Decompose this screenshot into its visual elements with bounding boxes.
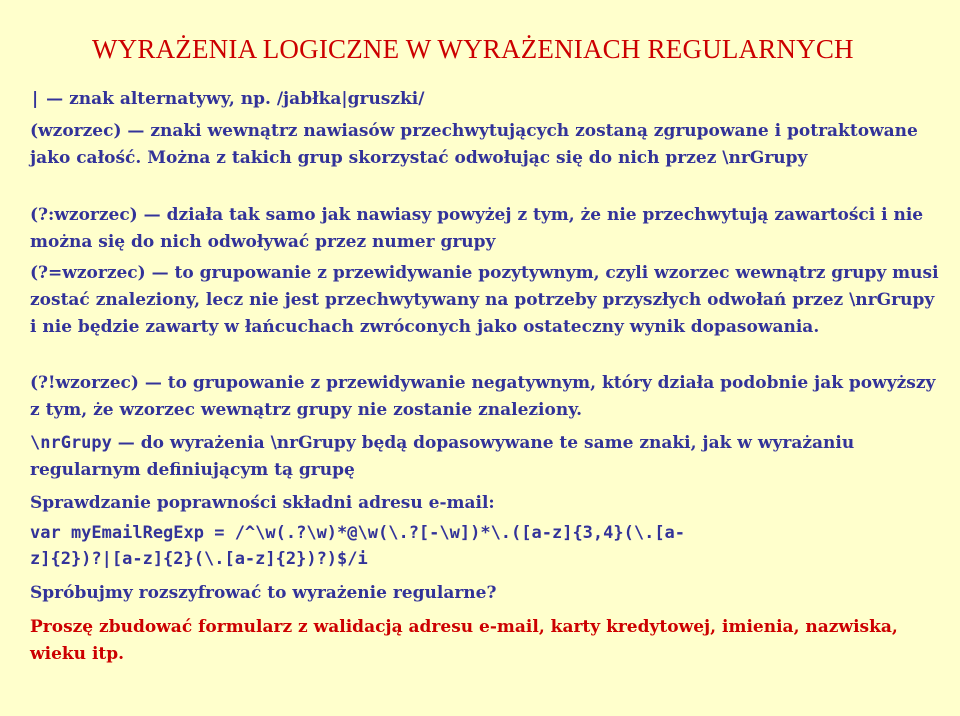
paragraph-email-check: Sprawdzanie poprawności składni adresu e-mail: xyxy=(30,493,495,513)
paragraph-backreference xyxy=(30,430,940,484)
paragraph-decode-question: Spróbujmy rozszyfrować to wyrażenie regularne? xyxy=(30,583,497,603)
paragraph-exercise: Proszę zbudować formularz z walidacją adresu e-mail, karty kredytowej, imienia, nazwiska, wieku itp. xyxy=(30,617,898,664)
term-positive-lookahead: (?=wzorzec) xyxy=(30,263,146,283)
paragraph-alternative xyxy=(30,86,940,113)
desc-negative-lookahead: — to grupowanie z przewidywanie negatywnym, który działa podobnie jak powyższy z tym, że wzorzec wewnątrz grupy nie zostanie znaleziony. xyxy=(30,373,936,420)
paragraph-negative-lookahead xyxy=(30,370,940,424)
paragraph-positive-lookahead xyxy=(30,260,940,341)
paragraph-noncapturing-group xyxy=(30,202,940,256)
desc-noncapturing: — działa tak samo jak nawiasy powyżej z tym, że nie przechwytują zawartości i nie można się do nich odwoływać przez numer grupy xyxy=(30,205,924,252)
slide-title: WYRAŻENIA LOGICZNE W WYRAŻENIACH REGULARNYCH xyxy=(92,34,854,64)
term-negative-lookahead: (?!wzorzec) xyxy=(30,373,139,393)
term-capturing: (wzorzec) xyxy=(30,121,122,141)
term-backreference: \nrGrupy xyxy=(30,433,112,453)
term-noncapturing: (?:wzorzec) xyxy=(30,205,138,225)
regex-code-line-2: z]{2})?|[a-z]{2}(\.[a-z]{2})?)$/i xyxy=(30,549,368,569)
desc-capturing: — znaki wewnątrz nawiasów przechwytujących zostaną zgrupowane i potraktowane jako całość. Można z takich grup skorzystać odwołując się do nich przez \nrGrupy xyxy=(30,121,918,168)
desc-positive-lookahead: — to grupowanie z przewidywanie pozytywnym, czyli wzorzec wewnątrz grupy musi zostać znaleziony, lecz nie jest przechwytywany na potrzeby przyszłych odwołań przez \nrGrupy i nie będzie zawarty w łańcuchach zwróconych jako ostateczny wynik dopasowania. xyxy=(30,263,939,337)
desc-pipe: — znak alternatywy, np. /jabłka|gruszki/ xyxy=(40,89,425,109)
term-pipe: | xyxy=(30,89,41,109)
regex-code-block xyxy=(30,520,940,572)
paragraph-capturing-group xyxy=(30,118,940,172)
regex-code-line-1: var myEmailRegExp = /^\w(.?\w)*@\w(\.?[-\w])*\.([a-z]{3,4}(\.[a- xyxy=(30,523,686,543)
desc-backreference: — do wyrażenia \nrGrupy będą dopasowywane te same znaki, jak w wyrażaniu regularnym definiującym tą grupę xyxy=(30,433,855,480)
